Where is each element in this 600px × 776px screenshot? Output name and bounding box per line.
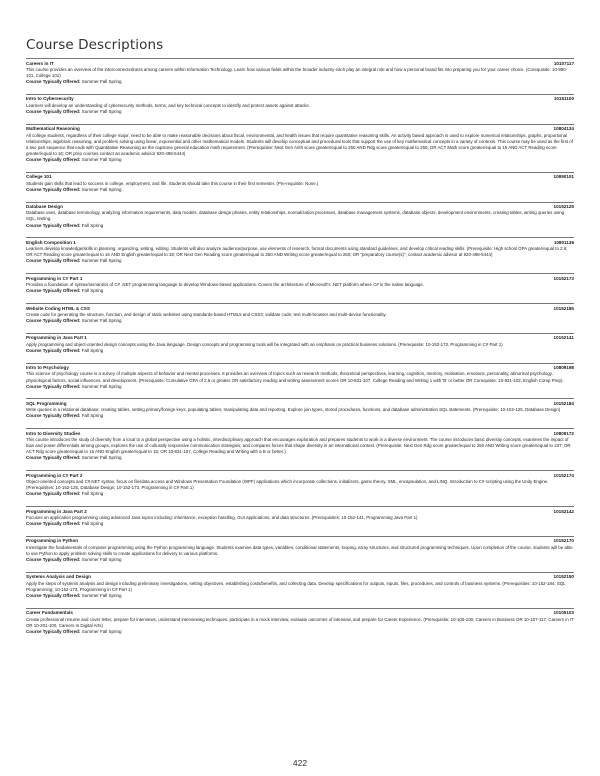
course-offered: [26, 455, 574, 461]
course-description: Learners develop knowledge/skills in planning, organizing, writing, editing. Students will also analyze audience/purpose, use elements of research, format documents using standard guidelines, and develop critical reading skills. (Prerequisite: High school GPA greater/equal to 2.6; OR ACT Reading score greater/equal to 16 AND English greater/equal to 18; OR Next Gen Reading score greater/equal to 250 AND Writing score greater/equal to 250; OR "preparatory course(s)", contact academic advisor at 920-498-5444): [26, 246, 568, 258]
course-header: [26, 276, 574, 282]
offered-label: Course Typically Offered:: [26, 521, 81, 527]
offered-label: Course Typically Offered:: [26, 258, 81, 264]
course-name: Mathematical Reasoning: [26, 126, 80, 132]
offered-label: Course Typically Offered:: [26, 108, 81, 114]
course-name: Programming in Java Part 1: [26, 335, 87, 341]
course-header: [26, 473, 574, 479]
course-name: College 101: [26, 174, 52, 180]
course-entry: [26, 124, 574, 163]
course-description: Database uses, database terminology, analyzing information requirements, data models, database design phases, entity relationships, normalization processes, database management systems, database objects, development environments, creating tables, writing queries using SQL, testing.: [26, 210, 565, 222]
offered-terms: Fall Spring: [81, 521, 104, 527]
course-header: [26, 365, 574, 371]
course-offered: [26, 521, 574, 527]
offered-terms: Fall Spring: [81, 413, 104, 419]
offered-label: Course Typically Offered:: [26, 556, 81, 562]
course-entry: [26, 273, 574, 294]
course-header: [26, 306, 574, 312]
course-entry: [26, 608, 574, 635]
offered-label: Course Typically Offered:: [26, 383, 81, 389]
course-offered: [26, 187, 574, 193]
offered-terms: Fall Spring: [81, 347, 104, 353]
course-description: All college students, regardless of their college major, need to be able to make reasonable decisions about fiscal, environmental, and health issues that require quantitative reasoning skills. An activity based approach is used to explore numerical relationships, graphs, proportional relationships, algebraic reasoning, and problem solving using linear, exponential and other mathematical models. Students will develop conceptual and procedural tools that support the use of key mathematical concepts in a variety of contexts. This course may be used as the first of a two part sequence that ends with Quantitative Reasoning as the capstone general education math requirement. (Prerequisite: Next Gen Arith score greater/equal to 250 AND Rdg score greater/equal to 250; OR ACT Math score greater/equal to 15 AND ACT Reading score greater/equal to 16; OR prep courses contact an academic advisor 920-498-5444): [26, 132, 573, 156]
course-code: 10152184: [553, 400, 574, 406]
course-name: Systems Analysis and Design: [26, 574, 91, 580]
course-header: [26, 574, 574, 580]
course-entry: [26, 428, 574, 461]
course-name: Programming in C# Part 1: [26, 275, 83, 281]
course-entry: [26, 363, 574, 390]
course-offered: [26, 288, 574, 294]
course-code: 10152142: [553, 508, 574, 514]
course-code: 10152150: [553, 574, 574, 580]
offered-label: Course Typically Offered:: [26, 79, 81, 85]
course-description: Focuses on application programming using advanced Java topics including: inheritance, exception handling, GUI applications, and data structures. (Prerequisites: 10-152-141, Programming Java Part 1): [26, 514, 418, 520]
course-offered: [26, 79, 574, 85]
course-name: SQL Programming: [26, 400, 67, 406]
offered-label: Course Typically Offered:: [26, 455, 81, 461]
course-offered: [26, 223, 574, 229]
course-header: [26, 126, 574, 132]
course-code: 10151100: [553, 96, 574, 102]
course-code: 10152141: [553, 335, 574, 341]
course-description: This course introduces the study of diversity from a local to a global perspective using a holistic, interdisciplinary approach that encourages exploration and prepares students to work in a diverse environment. The course introduces basic diversity concepts, examines the impact of bias and power differentials among groups, explores the use of culturally responsive communication strategies, and compares forces that shape diversity in an international context. (Prerequisite: Next Gen Rdg score greater/equal to 250 AND Writing score greater/equal to 237; OR ACT Rdg score greater/equal to 16 AND English greater/equal to 15; OR 10-831-107, College Reading and Writing with a B or better.): [26, 437, 571, 455]
course-offered: [26, 157, 574, 163]
course-description: Object-oriented concepts and C#.NET syntax, focus on file/data access and Windows Presentation Foundation (WPF) applications which incorporate collections, initializers, game theory, XML, encapsulation, and LINQ. Introduction to C# scripting using the Unity Engine. (Prerequisites: 10-152-125, Database Design; 10-152-173, Programming in C# Part 1): [26, 479, 549, 491]
offered-terms: Summer Fall Spring: [81, 628, 122, 634]
course-header: [26, 509, 574, 515]
course-entry: [26, 303, 574, 324]
course-header: [26, 174, 574, 180]
offered-label: Course Typically Offered:: [26, 186, 81, 192]
offered-terms: Summer Fall Spring: [81, 258, 122, 264]
offered-label: Course Typically Offered:: [26, 413, 81, 419]
offered-terms: Summer Fall Spring: [81, 108, 122, 114]
course-name: English Composition 1: [26, 239, 76, 245]
course-description: Write queries in a relational database; creating tables, setting primary/foreign keys, populating tables, manipulating data and reporting. Explore join types, stored procedures, functions, and database administration SQL statements. (Prerequisite: 10-152-125, Database Design): [26, 407, 561, 413]
offered-label: Course Typically Offered:: [26, 288, 81, 294]
course-code: 10809172: [553, 430, 574, 436]
offered-label: Course Typically Offered:: [26, 318, 81, 324]
course-code: 10152174: [553, 472, 574, 478]
course-offered: [26, 413, 574, 419]
course-description: This science of psychology course is a survey of multiple aspects of behavior and mental processes. It provides an overview of topics such as research methods, theoretical perspectives, learning, cognition, memory, motivation, emotions, personality, abnormal psychology, physiological factors, social influences, and development. (Prerequisite: Cumulative GPA of 2.6 or greater OR satisfactory reading and writing assessment scores OR 10-831-107, College Reading and Writing 1 with 'B' or better OR Corequisite: 10-831-102, English Comp Prep).: [26, 371, 564, 383]
course-entry: [26, 506, 574, 527]
course-entry: [26, 94, 574, 115]
offered-label: Course Typically Offered:: [26, 347, 81, 353]
course-offered: [26, 318, 574, 324]
course-offered: [26, 384, 574, 390]
course-description: Investigate the fundamentals of computer programming using the Python programming language. Students examine data types, variables, conditional statements, looping, array structures, and structured programming techniques. Upon completion of the course, students will be able to use Python to apply problem solving skills to create applications for delivery to various platforms.: [26, 544, 573, 556]
offered-terms: Summer Fall Spring: [81, 455, 122, 461]
course-header: [26, 240, 574, 246]
page-title: Course Descriptions: [26, 37, 164, 53]
course-entry: [26, 237, 574, 264]
course-entry: [26, 572, 574, 599]
offered-terms: Fall Spring: [81, 491, 104, 497]
course-header: [26, 204, 574, 210]
offered-label: Course Typically Offered:: [26, 491, 81, 497]
course-name: Programming in Java Part 2: [26, 508, 87, 514]
course-description: Apply the steps of systems analysis and design including preliminary investigations, setting objectives, establishing costs/benefits, and collecting data. Develop specifications for outputs, inputs, files, procedures, and controls of business systems. (Prerequisites: 10-152-184, SQL Programming; 10-152-173, Programming in C# Part 1): [26, 580, 566, 592]
offered-label: Course Typically Offered:: [26, 222, 81, 228]
course-name: Intro to Diversity Studies: [26, 430, 81, 436]
offered-label: Course Typically Offered:: [26, 156, 81, 162]
course-offered: [26, 109, 574, 115]
offered-terms: Summer Fall Spring: [81, 186, 122, 192]
course-code: 10105103: [553, 610, 574, 616]
course-header: [26, 96, 574, 102]
offered-terms: Fall Spring: [81, 222, 104, 228]
course-offered: [26, 348, 574, 354]
course-code: 10107117: [553, 60, 574, 66]
course-description: Students gain skills that lead to success in college, employment, and life. Students should take this course in their first semester. (Pre-requisite: None.): [26, 180, 319, 186]
course-code: 10809198: [553, 365, 574, 371]
offered-terms: Summer Fall Spring: [81, 383, 122, 389]
course-entry: [26, 172, 574, 193]
course-entry: [26, 58, 574, 85]
course-name: Programming in Python: [26, 538, 79, 544]
offered-label: Course Typically Offered:: [26, 592, 81, 598]
course-code: 10152185: [553, 305, 574, 311]
course-name: Website Coding HTML & CSS: [26, 305, 90, 311]
course-code: 10804134: [553, 126, 574, 132]
course-offered: [26, 557, 574, 563]
course-description: Create professional resume and cover letter, prepare for interviews, understand interviewing techniques, participate in a mock interview, evaluate outcomes of interview, and prepare for Career Experience. (Prerequisite: 10-105-100, Careers in Business OR 10-107-117, Careers in IT OR 10-201-100, Careers In Digital Arts): [26, 616, 574, 628]
course-name: Database Design: [26, 204, 64, 209]
course-entry: [26, 398, 574, 419]
offered-terms: Summer Fall Spring: [81, 79, 122, 85]
course-name: Intro to Psychology: [26, 365, 69, 371]
course-code: 10801136: [553, 239, 574, 245]
course-description: Create code for generating the structure, function, and design of static websites using standards-based HTML5 and CSS3; validate code; test multi-browser and multi-device functionality.: [26, 311, 387, 317]
course-header: [26, 538, 574, 544]
course-header: [26, 335, 574, 341]
course-offered: [26, 593, 574, 599]
course-header: [26, 401, 574, 407]
course-header: [26, 61, 574, 67]
course-code: 10890101: [553, 174, 574, 180]
course-name: Careers in IT: [26, 60, 54, 66]
course-offered: [26, 258, 574, 264]
course-description: Apply programming and object-oriented design concepts using the Java language. Design concepts and programming tools will be integrated with an emphasis on practical business solutions. (Prerequisite: 10-152-173, Programming in C# Part 1): [26, 341, 503, 347]
course-code: 10152125: [553, 204, 574, 209]
page-number: 422: [292, 758, 308, 768]
course-name: Career Fundamentals: [26, 610, 73, 616]
course-entry: [26, 333, 574, 354]
offered-terms: Summer Fall Spring: [81, 556, 122, 562]
course-list: [26, 58, 574, 644]
course-header: [26, 431, 574, 437]
course-entry: [26, 202, 574, 229]
course-name: Programming in C# Part 2: [26, 472, 83, 478]
course-entry: [26, 470, 574, 497]
course-description: This course provides an overview of the interconnectedness among careers within Information Technology. Learn how various fields within the broader industry each play an integral role and how a personal brand fits into preparing you for your career choice. (Corequisite: 10-890-101, College 101): [26, 66, 568, 78]
course-description: Learners will develop an understanding of cybersecurity methods, terms, and key technical concepts to identify and protect assets against attacks.: [26, 102, 310, 108]
offered-label: Course Typically Offered:: [26, 628, 81, 634]
course-header: [26, 610, 574, 616]
offered-terms: Fall Spring: [81, 288, 104, 294]
offered-terms: Summer Fall Spring: [81, 156, 122, 162]
course-code: 10152173: [553, 275, 574, 281]
course-description: Provides a foundation of syntax/semantics of C# .NET programming language to develop Windows-based applications. Covers the architecture of Microsoft's .NET platform where C# is the native language.: [26, 282, 424, 288]
course-code: 10152170: [553, 538, 574, 544]
course-offered: [26, 491, 574, 497]
course-entry: [26, 536, 574, 563]
offered-terms: Summer Fall Spring: [81, 318, 122, 324]
offered-terms: Summer Fall Spring: [81, 592, 122, 598]
course-offered: [26, 629, 574, 635]
course-name: Intro to Cybersecurity: [26, 96, 74, 102]
